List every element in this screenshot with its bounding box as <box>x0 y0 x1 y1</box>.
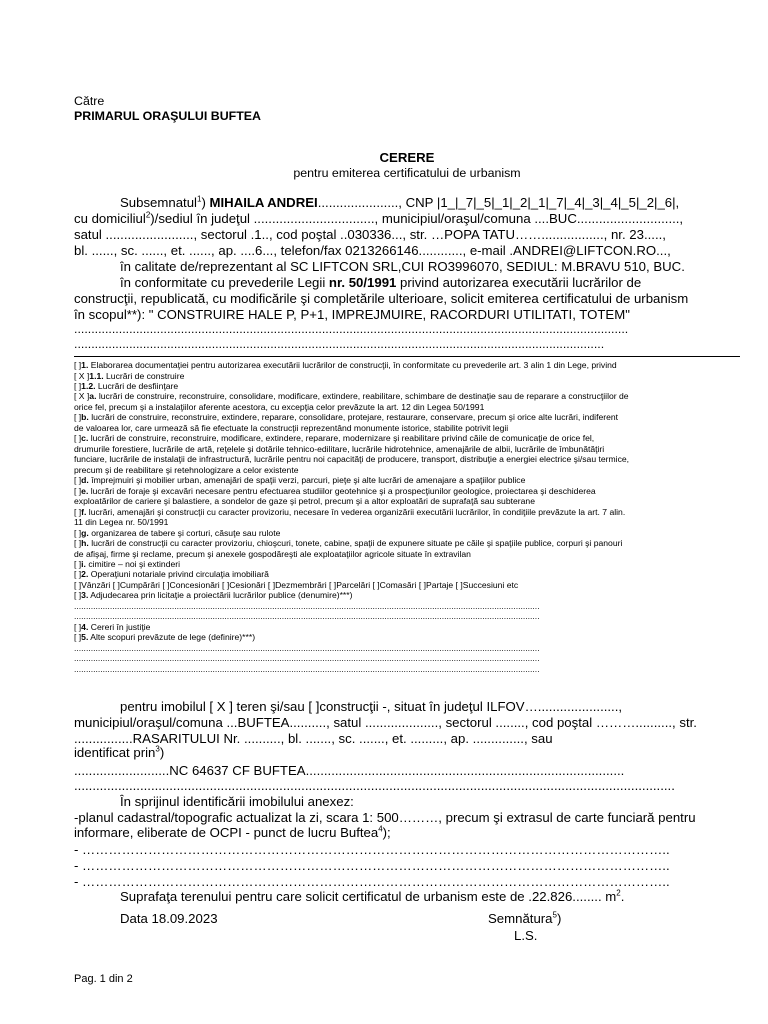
purpose-item: ................................................................................................................................................................................................... <box>74 642 540 653</box>
purpose-item: ................................................................................................................................................................................................... <box>74 600 540 611</box>
purpose-item: ................................................................................................................................................................................................... <box>74 663 540 674</box>
purpose-item: [ ]1.2. Lucrări de desfiinţare <box>74 380 179 391</box>
support-line-1: În sprijinul identificării imobilului anexez: <box>120 794 354 809</box>
support-line-2: -planul cadastral/topografic actualizat la zi, scara 1: 500………, precum şi extrasul de carte funciară pentru <box>74 810 696 825</box>
recipient-name: PRIMARUL ORAŞULUI BUFTEA <box>74 109 262 123</box>
purpose-item: drumurile forestiere, lucrările de artă, reţelele şi dotările tehnico-edilitare, lucrările hidrotehnice, amenajările de albii, lucrările de îmbunătăţiri <box>74 443 605 454</box>
purpose-item: [ ]e. lucrări de foraje şi excavări necesare pentru efectuarea studiilor geotehnice şi a prospecţiunilor geologice, proiectarea şi deschiderea <box>74 485 596 496</box>
applicant-line-4: bl. ......, sc. ......, et. ......, ap. ....6..., telefon/fax 0213266146............, e-mail .ANDREI@LIFTCON.RO..., <box>74 243 671 258</box>
purpose-item: [ ]b. lucrări de construire, reconstruire, extindere, reparare, consolidare, protejare, restaurare, conservare, precum şi orice alte lucrări, indiferent <box>74 412 619 423</box>
date: Data 18.09.2023 <box>120 911 218 926</box>
property-identification: ..........................NC 64637 CF BUFTEA....................................................................................... <box>74 763 625 778</box>
property-line-2: municipiul/oraşul/comuna ...BUFTEA.........., satul ...................., sectorul ........, cod poştal ……….........., str. <box>74 715 697 730</box>
signature-label: Semnătura$^5$) <box>488 911 562 926</box>
property-line-1: pentru imobilul [ X ] teren şi/sau [ ]construcţii -, situat în judeţul ILFOV…......................, <box>120 699 623 714</box>
purpose-item: [ ]Vânzări [ ]Cumpărări [ ]Concesionări [ ]Cesionări [ ]Dezmembrări [ ]Parcelări [ ]Comasări [ ]Partaje [ ]Succesiuni etc <box>74 579 519 590</box>
applicant-dots-1: ................................................................................................................................................................. <box>74 322 629 336</box>
purpose-item: [ ]g. organizarea de tabere şi corturi, căsuţe sau rulote <box>74 527 281 538</box>
purpose-item: de valoarea lor, care urmează să fie efectuate la construcţii reprezentând monumente istorice, stabilite potrivit legii <box>74 422 509 433</box>
purpose-item: [ ]i. cimitire – noi şi extinderi <box>74 558 181 569</box>
purpose-item: ................................................................................................................................................................................................... <box>74 653 540 664</box>
purpose-item: [ ]5. Alte scopuri prevăzute de lege (definire)***) <box>74 632 256 643</box>
purpose-item: funciare, lucrările de instalaţii de infrastructură, lucrările pentru noi capacităţi de producere, transport, distribuţie a energiei electrice şi/sau termice, <box>74 454 630 465</box>
purpose-item: [ X ]a. lucrări de construire, reconstruire, consolidare, modificare, extindere, reabilitare, schimbare de destinaţie sau de reparare a construcţiilor de <box>74 391 629 402</box>
seal-label: L.S. <box>514 928 538 943</box>
support-line-6: - …………………………………………………………………………………………………………………….. <box>74 874 670 889</box>
purpose-item: [ ]2. Operaţiuni notariale privind circulaţia imobiliară <box>74 569 269 580</box>
applicant-line-8: în scopul**): " CONSTRUIRE HALE P, P+1, IMPREJMUIRE, RACORDURI UTILITATI, TOTEM" <box>74 307 630 322</box>
purpose-item: orice fel, precum şi a instalaţiilor aferente acestora, cu excepţia celor prevăzute la art. 12 din Legea 50/1991 <box>74 401 485 412</box>
land-area: Suprafaţa terenului pentru care solicit certificatul de urbanism este de .22.826........ $m^2$. <box>120 889 625 904</box>
property-line-4: identificat prin$^3$) <box>74 745 165 760</box>
property-dots: .................................................................................................................................................................... <box>74 778 675 793</box>
purpose-item: [ ]f. lucrări, amenajări şi construcţii cu caracter provizoriu, necesare în vederea organizării executării lucrărilor, în condiţiile prevăzute la art. 7 alin. <box>74 506 626 517</box>
purpose-item: [ ]1. Elaborarea documentaţiei pentru autorizarea executării lucrărilor de construcţii, în conformitate cu prevederile art. 3 alin 1 din Lege, privind <box>74 360 617 370</box>
purpose-item: [ ]d. împrejmuiri şi mobilier urban, amenajări de spaţii verzi, parcuri, pieţe şi alte lucrări de amenajare a spaţiilor publice <box>74 475 526 486</box>
purpose-item: [ ]h. lucrări de construcţii cu caracter provizoriu, chioşcuri, tonete, cabine, spaţii de expunere situate pe căile şi spaţiile publice, corpuri şi panouri <box>74 538 623 548</box>
purpose-item: precum şi de reabilitare şi retehnologizare a celor existente <box>74 464 299 475</box>
applicant-line-1: Subsemnatul$^1$) MIHAILA ANDREI......................, CNP |1_|_7|_5|_1|_2|_1|_7|_4|_3|_4|_5|_2|_6|, <box>120 195 680 210</box>
document-subtitle: pentru emiterea certificatului de urbanism <box>293 166 521 180</box>
purpose-item: exploatărilor de cariere şi balastiere, a sondelor de gaze şi petrol, precum şi a altor exploatări de suprafaţă sau subterane <box>74 496 535 507</box>
applicant-line-7: construcţii, republicată, cu modificările şi completările ulterioare, solicit emiterea certificatului de urbanism <box>74 291 689 306</box>
purpose-item: [ ]4. Cereri în justiţie <box>74 621 151 632</box>
purpose-item: de afişaj, firme şi reclame, precum şi anexele gospodăreşti ale exploataţiilor agricole situate în extravilan <box>74 548 471 559</box>
applicant-line-6: în conformitate cu prevederile Legii nr. 50/1991 privind autorizarea executării lucrărilor de <box>120 275 642 290</box>
support-line-4: - …………………………………………………………………………………………………………………….. <box>74 842 670 857</box>
purpose-item: ................................................................................................................................................................................................... <box>74 611 540 622</box>
recipient-label: Către <box>74 94 105 108</box>
applicant-line-3: satul ........................, sectorul .1.., cod poştal ..030336..., str. …POPA TATU……................., nr. 23....., <box>74 227 666 242</box>
support-line-3: informare, eliberate de OCPI - punct de lucru Buftea$^4$); <box>74 825 391 840</box>
applicant-line-2: cu domiciliul$^2$)/sediul în judeţul ................................., municipiul/oraşul/comuna ....BUC............................, <box>74 211 684 226</box>
section-divider <box>74 356 740 357</box>
applicant-line-5: în calitate de/reprezentant al SC LIFTCON SRL,CUI RO3996070, SEDIUL: M.BRAVU 510, BUC. <box>120 259 685 274</box>
purpose-item: [ ]3. Adjudecarea prin licitaţie a proiectării lucrărilor publice (denumire)***) <box>74 590 353 601</box>
page-number: Pag. 1 din 2 <box>74 973 133 985</box>
purpose-item: [ ]c. lucrări de construire, reconstruire, modificare, extindere, reparare, modernizare şi reabilitare privind căile de comunicaţie de orice fel, <box>74 433 595 444</box>
support-line-5: - …………………………………………………………………………………………………………………….. <box>74 858 670 873</box>
document-title: CERERE <box>379 150 435 165</box>
applicant-dots-2: .......................................................................................................................................................... <box>74 337 605 351</box>
applicant-name: MIHAILA ANDREI <box>209 195 318 210</box>
property-line-3: ................RASARITULUI Nr. .........., bl. ......., sc. ......., et. ........., ap. .............., sau <box>74 731 553 746</box>
purpose-item: [ X ]1.1. Lucrări de construire <box>74 370 185 381</box>
purpose-item: 11 din Legea nr. 50/1991 <box>74 517 169 527</box>
